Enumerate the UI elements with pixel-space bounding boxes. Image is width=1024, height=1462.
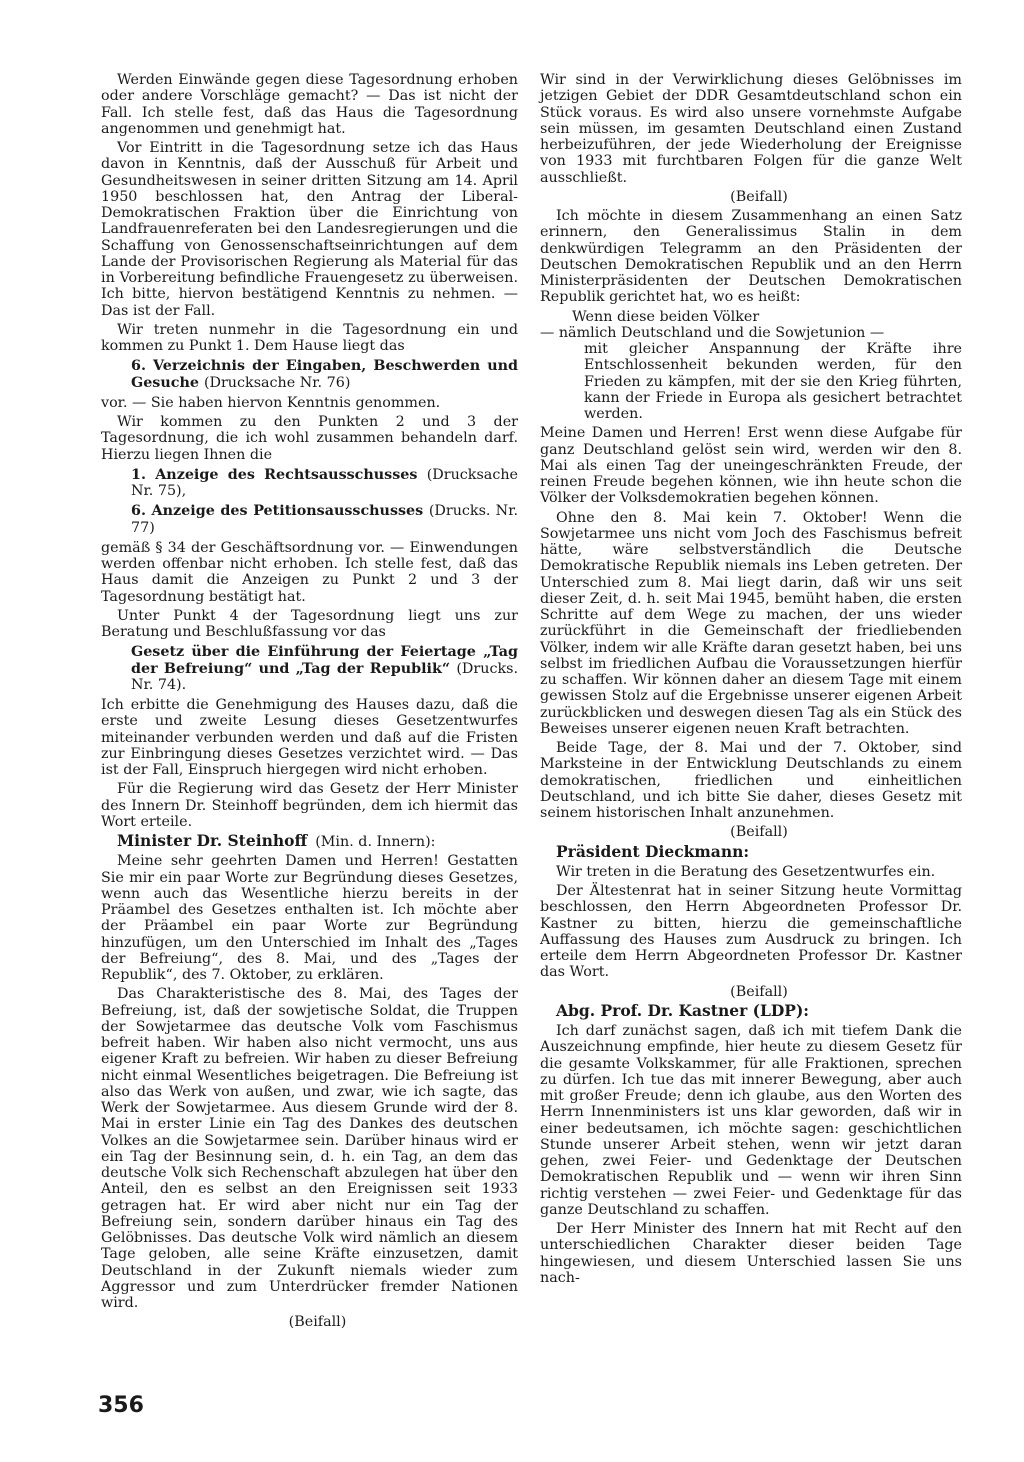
speaker-name: Präsident Dieckmann:: [556, 841, 750, 861]
speaker-name: Minister Dr. Steinhoff: [117, 831, 308, 850]
document-item-petitions: [131, 358, 518, 391]
paragraph: Beide Tage, der 8. Mai und der 7. Oktober, sind Marksteine in der Entwicklung Deutschlands zu einem demokratischen, friedlichen und einheitlichen Deutschland, und ich bitte Sie daher, dieses Gesetz mit seinem historischen Inhalt anzunehmen.: [540, 740, 962, 821]
document-item-legal-committee: [131, 467, 518, 500]
paragraph: Ich darf zunächst sagen, daß ich mit tiefem Dank die Auszeichnung empfinde, hier heute zu diesem Gesetz für die gesamte Volkskammer, für alle Fraktionen, sprechen zu dürfen. Ich tue das mit innerer Bewegung, aber auch mit großer Freude; denn ich glaube, aus den Worten des Herrn Innenministers ist uns klar geworden, daß wir in einer bedeutsamen, ich möchte sagen: geschichtlichen Stunde unserer Arbeit stehen, wenn wir jetzt daran gehen, zwei Feier- und Gedenktage der Deutschen Demokratischen Republik und — wenn wir ihren Sinn richtig verstehen — zwei Feier- und Gedenktage für das ganze Deutschland zu schaffen.: [540, 1023, 962, 1218]
applause-note: (Beifall): [730, 983, 788, 1000]
document-item-petition-committee: [131, 503, 518, 536]
paragraph: Werden Einwände gegen diese Tagesordnung erhoben oder andere Vorschläge gemacht? — Das ist nicht der Fall. Ich stelle fest, daß das Haus die Tagesordnung angenommen und genehmigt hat.: [101, 72, 518, 137]
paragraph: gemäß § 34 der Geschäftsordnung vor. — Einwendungen werden offenbar nicht erhoben. Ich stelle fest, daß das Haus damit die Anzeigen zu Punkt 2 und 3 der Tagesordnung bestätigt hat.: [101, 539, 518, 605]
document-title: 6. Verzeichnis der Eingaben, Beschwerden und Gesuche: [131, 358, 518, 391]
paragraph: Meine sehr geehrten Damen und Herren! Gestatten Sie mir ein paar Worte zur Begründung dieses Gesetzes, wenn auch das Wesentliche hierzu bereits in der Präambel des Gesetzes enthalten ist. Ich möchte aber der Präambel ein paar Worte zur Begründung hinzufügen, um den Unterschied im Inhalt des „Tages der Befreiung“, des 8. Mai, und des „Tages der Republik“, des 7. Oktober, zu erklären.: [101, 853, 518, 983]
paragraph: Für die Regierung wird das Gesetz der Herr Minister des Innern Dr. Steinhoff begründen, dem ich hiermit das Wort erteile.: [101, 781, 518, 830]
document-title: 1. Anzeige des Rechtsausschusses: [131, 466, 418, 483]
page-number: 356: [98, 1393, 144, 1418]
left-column: [101, 72, 518, 1334]
applause-note: (Beifall): [288, 1314, 347, 1331]
paragraph: Das Charakteristische des 8. Mai, des Tages der Befreiung, ist, daß der sowjetische Soldat, die Truppen der Sowjetarmee das deutsche Volk vom Faschismus befreit haben. Wir haben also nicht vermocht, uns aus eigener Kraft zu befreien. Wir haben zu dieser Befreiung nicht einmal Wesentliches beigetragen. Die Befreiung ist also das Werk von außen, und zwar, wie ich sagte, das Werk der Sowjetarmee. Aus diesem Grunde wird der 8. Mai in erster Linie ein Tag des Dankes des deutschen Volkes an die Sowjetarmee sein. Darüber hinaus wird er ein Tag der Besinnung sein, d. h. ein Tag, an dem das deutsche Volk sich Rechenschaft abzulegen hat über den Anteil, den es selbst an den Ereignissen seit 1933 getragen hat. Er wird aber nicht nur ein Tag der Befreiung sein, sondern darüber hinaus ein Tag des Gelöbnisses. Das deutsche Volk wird nämlich an diesem Tage geloben, alle seine Kräfte einzusetzen, damit Deutschland in der Zukunft niemals wieder zum Aggressor und zum Unterdrücker fremder Nationen wird.: [101, 986, 518, 1311]
quote-line: Wenn diese beiden Völker: [572, 308, 760, 325]
speaker-name: Abg. Prof. Dr. Kastner (LDP):: [556, 1000, 810, 1020]
document-reference: (Drucksache Nr. 76): [203, 374, 351, 391]
applause-note: (Beifall): [730, 824, 788, 841]
document-title: 6. Anzeige des Petitionsausschusses: [131, 503, 424, 520]
paragraph: Vor Eintritt in die Tagesordnung setze ich das Haus davon in Kenntnis, daß der Ausschuß für Arbeit und Gesundheitswesen in seiner dritten Sitzung am 14. April 1950 beschlossen hat, den Antrag der Liberal-Demokratischen Fraktion über die Einrichtung von Landfrauenreferaten bei den Landesregierungen und die Schaffung von Genossenschaftseinrichtungen auf dem Lande der Provisorischen Regierung als Material für das in Vorbereitung befindliche Frauengesetz zu überweisen. Ich bitte, hiervon bestätigend Kenntnis zu nehmen. — Das ist der Fall.: [101, 140, 518, 319]
document-reference: (Drucksache Nr. 75),: [131, 466, 518, 499]
document-reference: (Drucks. Nr. 74).: [131, 660, 518, 693]
paragraph: Wir kommen zu den Punkten 2 und 3 der Tagesordnung, die ich wohl zusammen behandeln darf. Hierzu liegen Ihnen die: [101, 414, 518, 463]
paragraph: Ich erbitte die Genehmigung des Hauses dazu, daß die erste und zweite Lesung dieses Gesetzentwurfes miteinander verbunden werden und daß auf die Fristen zur Einbringung dieses Gesetzes verzichtet wird. — Das ist der Fall, Einspruch hiergegen wird nicht erhoben.: [101, 697, 518, 778]
paragraph: Der Ältestenrat hat in seiner Sitzung heute Vormittag beschlossen, den Herrn Abgeordneten Professor Dr. Kastner zu bitten, hierzu die gemeinschaftliche Auffassung des Hauses zum Ausdruck zu bringen. Ich erteile dem Herrn Abgeordneten Professor Dr. Kastner das Wort.: [540, 883, 962, 981]
applause-note: (Beifall): [730, 188, 788, 205]
paragraph: Ohne den 8. Mai kein 7. Oktober! Wenn die Sowjetarmee uns nicht vom Joch des Faschismus befreit hätte, wäre selbstverständlich die Deutsche Demokratische Republik niemals ins Leben getreten. Der Unterschied zum 8. Mai liegt darin, daß wir uns seit dieser Zeit, d. h. seit Mai 1945, bemüht haben, die ersten Schritte auf dem Wege zu machen, der uns wieder zurückführt in die Gemeinschaft der friedliebenden Völker, indem wir alle Kräfte daran gesetzt haben, bei uns selbst im friedlichen Aufbau die Voraussetzungen hierfür zu schaffen. Wir können daher an diesem Tage mit einem gewissen Stolz auf die Ergebnisse unserer eigenen Arbeit zurückblicken und deswegen diesen Tag als ein Stück des Beweises unserer eigenen neuen Kraft betrachten.: [540, 509, 962, 737]
paragraph: Ich möchte in diesem Zusammenhang an einen Satz erinnern, den Generalissimus Stalin in dem denkwürdigen Telegramm an den Präsidenten der Deutschen Demokratischen Republik und an den Herrn Ministerpräsidenten der Deutschen Demokratischen Republik gerichtet hat, wo es heißt:: [540, 208, 962, 306]
stalin-quote: [540, 309, 962, 423]
speaker-heading-kastner: [540, 1000, 962, 1020]
paragraph: Der Herr Minister des Innern hat mit Recht auf den unterschiedlichen Charakter dieser beiden Tage hingewiesen, und diesem Unterschied lassen Sie uns nach-: [540, 1221, 962, 1286]
right-column: [540, 72, 962, 1289]
paragraph: Wir treten nunmehr in die Tagesordnung ein und kommen zu Punkt 1. Dem Hause liegt das: [101, 321, 518, 354]
speaker-role: (Min. d. Innern):: [315, 834, 436, 850]
quote-interjection: — nämlich Deutschland und die Sowjetunion —: [540, 324, 885, 341]
paragraph: Meine Damen und Herren! Erst wenn diese Aufgabe für ganz Deutschland gelöst sein wird, werden wir den 8. Mai als einen Tag der uneingeschränkten Freude, der reinen Freude begehen können, wie ihn heute schon die Völker der Volksdemokratien begehen können.: [540, 425, 962, 507]
speaker-heading-steinhoff: [101, 833, 518, 850]
paragraph: Wir treten in die Beratung des Gesetzentwurfes ein.: [556, 863, 936, 880]
document-reference: (Drucks. Nr. 77): [131, 503, 518, 536]
paragraph: Wir sind in der Verwirklichung dieses Gelöbnisses im jetzigen Gebiet der DDR Gesamtdeutschland schon ein Stück voraus. Es wird also unsere vornehmste Aufgabe sein müssen, im gesamten Deutschland einen Zustand herbeizuführen, der jede Wiederholung der Ereignisse von 1933 mit furchtbaren Folgen für die ganze Welt ausschließt.: [540, 72, 962, 186]
paragraph: Unter Punkt 4 der Tagesordnung liegt uns zur Beratung und Beschlußfassung vor das: [101, 607, 518, 640]
document-title: Gesetz über die Einführung der Feiertage „Tag der Befreiung“ und „Tag der Republik“: [131, 644, 518, 677]
paragraph: vor. — Sie haben hiervon Kenntnis genommen.: [101, 394, 441, 411]
speaker-heading-dieckmann: [540, 841, 962, 861]
document-item-holiday-law: [131, 644, 518, 693]
quote-line: mit gleicher Anspannung der Kräfte ihre Entschlossenheit bekunden werden, für den Frieden zu kämpfen, mit der sie den Krieg führten, kann der Friede in Europa als gesichert betrachtet werden.: [584, 341, 962, 422]
